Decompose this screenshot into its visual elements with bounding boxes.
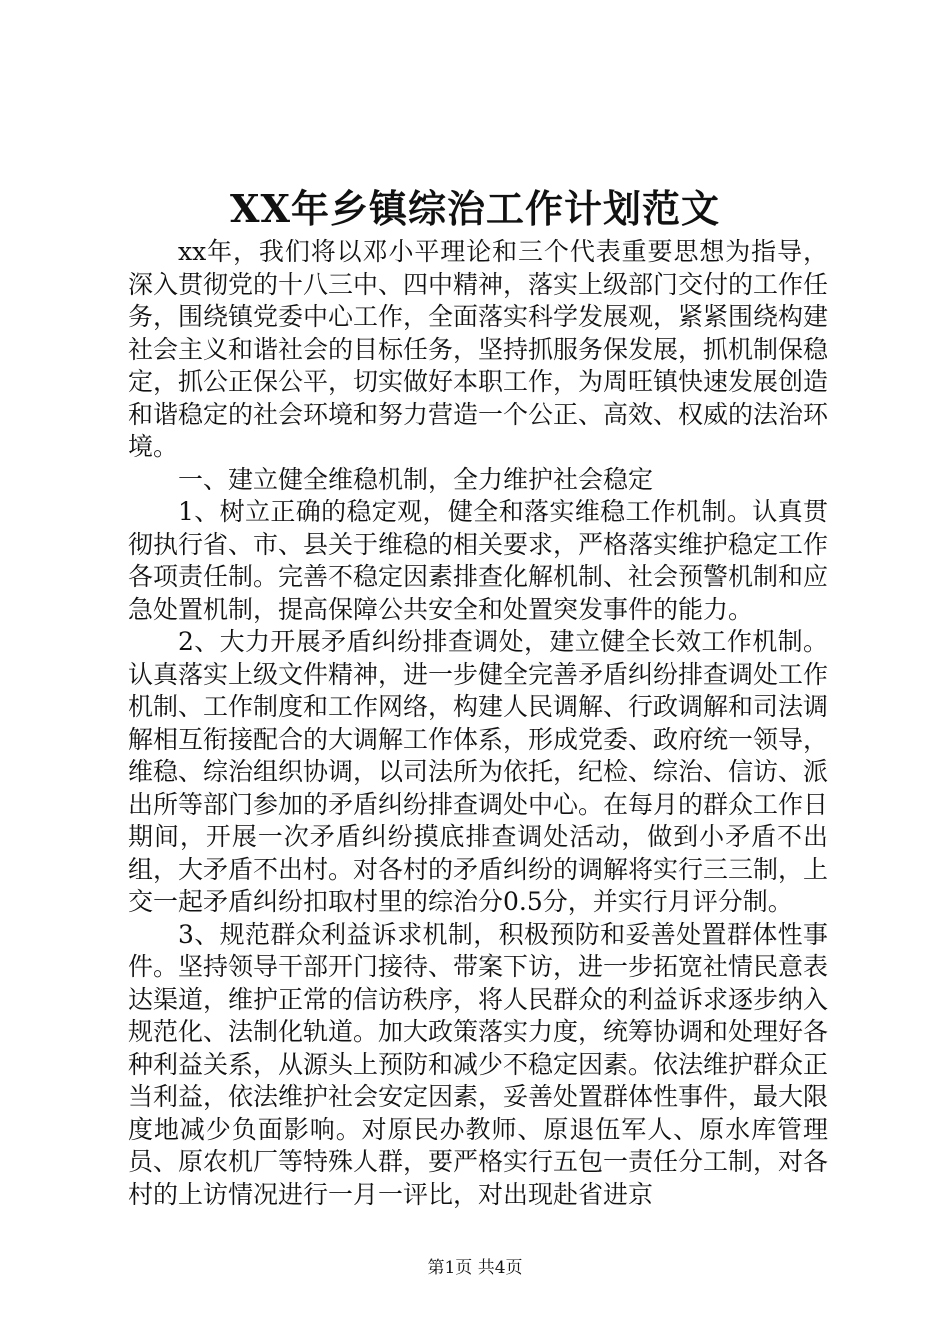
document-title: XX年乡镇综治工作计划范文 [230,186,720,231]
document-body [128,236,828,1211]
paragraph-item-1: 1、树立正确的稳定观，健全和落实维稳工作机制。认真贯彻执行省、市、县关于维稳的相关要求，严格落实维护稳定工作各项责任制。完善不稳定因素排查化解机制、社会预警机制和应急处置机制，提高保障公共安全和处置突发事件的能力。 [128,497,829,624]
paragraph-intro: xx年，我们将以邓小平理论和三个代表重要思想为指导，深入贯彻党的十八三中、四中精神，落实上级部门交付的工作任务，围绕镇党委中心工作，全面落实科学发展观，紧紧围绕构建社会主义和谐社会的目标任务，坚持抓服务保发展，抓机制保稳定，抓公正保公平，切实做好本职工作，为周旺镇快速发展创造和谐稳定的社会环境和努力营造一个公正、高效、权威的法治环境。 [128,237,829,461]
paragraph-item-3: 3、规范群众利益诉求机制，积极预防和妥善处置群体性事件。坚持领导干部开门接待、带案下访，进一步拓宽社情民意表达渠道，维护正常的信访秩序，将人民群众的利益诉求逐步纳入规范化、法制化轨道。加大政策落实力度，统筹协调和处理好各种利益关系，从源头上预防和减少不稳定因素。依法维护群众正当利益，依法维护社会安定因素，妥善处置群体性事件，最大限度地减少负面影响。对原民办教师、原退伍军人、原水库管理员、原农机厂等特殊人群，要严格实行五包一责任分工制，对各村的上访情况进行一月一评比，对出现赴省进京 [128,919,829,1209]
section-heading-1: 一、建立健全维稳机制，全力维护社会稳定 [178,464,654,494]
page-number-footer: 第1页 共4页 [427,1258,523,1278]
paragraph-item-2: 2、大力开展矛盾纠纷排查调处，建立健全长效工作机制。认真落实上级文件精神，进一步健全完善矛盾纠纷排查调处工作机制、工作制度和工作网络，构建人民调解、行政调解和司法调解相互衔接配合的大调解工作体系，形成党委、政府统一领导，维稳、综治组织协调，以司法所为依托，纪检、综治、信访、派出所等部门参加的矛盾纠纷排查调处中心。在每月的群众工作日期间，开展一次矛盾纠纷摸底排查调处活动，做到小矛盾不出组，大矛盾不出村。对各村的矛盾纠纷的调解将实行三三制，上交一起矛盾纠纷扣取村里的综治分0.5分，并实行月评分制。 [128,627,829,916]
